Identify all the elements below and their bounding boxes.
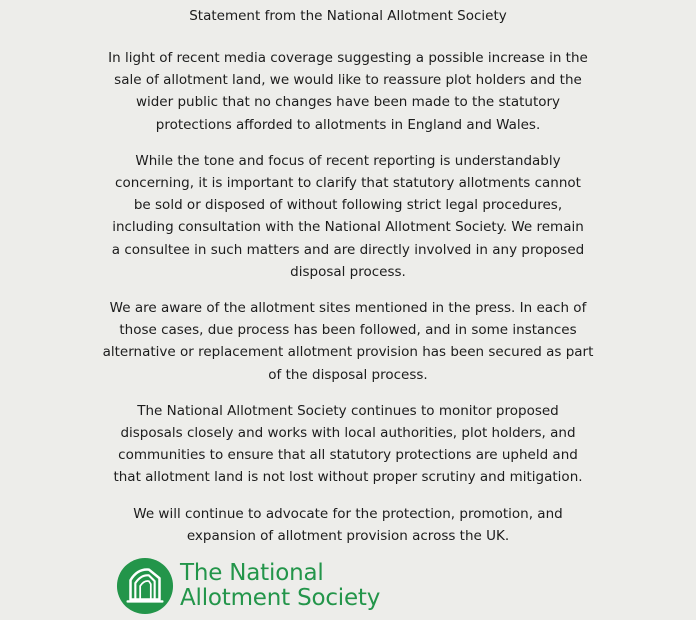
allotment-society-logo-icon xyxy=(116,557,174,615)
paragraph-line: We will continue to advocate for the protection, promotion, and xyxy=(133,505,563,522)
paragraph-line: The National Allotment Society continues to monitor proposed xyxy=(137,402,559,419)
paragraph-line: a consultee in such matters and are directly involved in any proposed xyxy=(111,241,585,258)
paragraph-line: including consultation with the National Allotment Society. We remain xyxy=(112,219,584,236)
statement-paragraph-1 xyxy=(48,47,648,136)
paragraph-line: that allotment land is not lost without proper scrutiny and mitigation. xyxy=(113,469,583,486)
paragraph-line: In light of recent media coverage suggesting a possible increase in the xyxy=(108,50,588,66)
paragraph-line: While the tone and focus of recent reporting is understandably xyxy=(135,152,561,169)
paragraph-line: those cases, due process has been followed, and in some instances xyxy=(119,322,577,339)
paragraph-line: alternative or replacement allotment provision has been secured as part xyxy=(102,344,594,361)
paragraph-line: We are aware of the allotment sites mentioned in the press. In each of xyxy=(109,300,587,317)
paragraph-line: disposal process. xyxy=(290,263,406,280)
paragraph-line: sale of allotment land, we would like to reassure plot holders and the xyxy=(114,72,582,89)
paragraph-line: communities to ensure that all statutory protections are upheld and xyxy=(118,447,578,464)
statement-paragraph-4 xyxy=(48,400,648,489)
paragraph-line: wider public that no changes have been made to the statutory xyxy=(135,94,561,111)
logo-line-2: Allotment Society xyxy=(180,585,381,611)
paragraph-line: protections afforded to allotments in England and Wales. xyxy=(155,116,541,133)
statement-paragraph-3 xyxy=(48,297,648,386)
statement-paragraph-5 xyxy=(48,503,648,547)
logo-line-1: The National xyxy=(180,560,324,586)
statement-paragraph-2 xyxy=(48,150,648,283)
paragraph-line: disposals closely and works with local authorities, plot holders, and xyxy=(120,425,576,442)
paragraph-line: be sold or disposed of without following strict legal procedures, xyxy=(133,197,563,214)
paragraph-line: concerning, it is important to clarify that statutory allotments cannot xyxy=(115,175,581,192)
logo-wordmark xyxy=(180,561,380,611)
paragraph-line: of the disposal process. xyxy=(268,366,428,383)
paragraph-line: expansion of allotment provision across the UK. xyxy=(186,527,510,544)
society-logo xyxy=(116,556,380,616)
statement-title: Statement from the National Allotment Society xyxy=(189,8,507,24)
